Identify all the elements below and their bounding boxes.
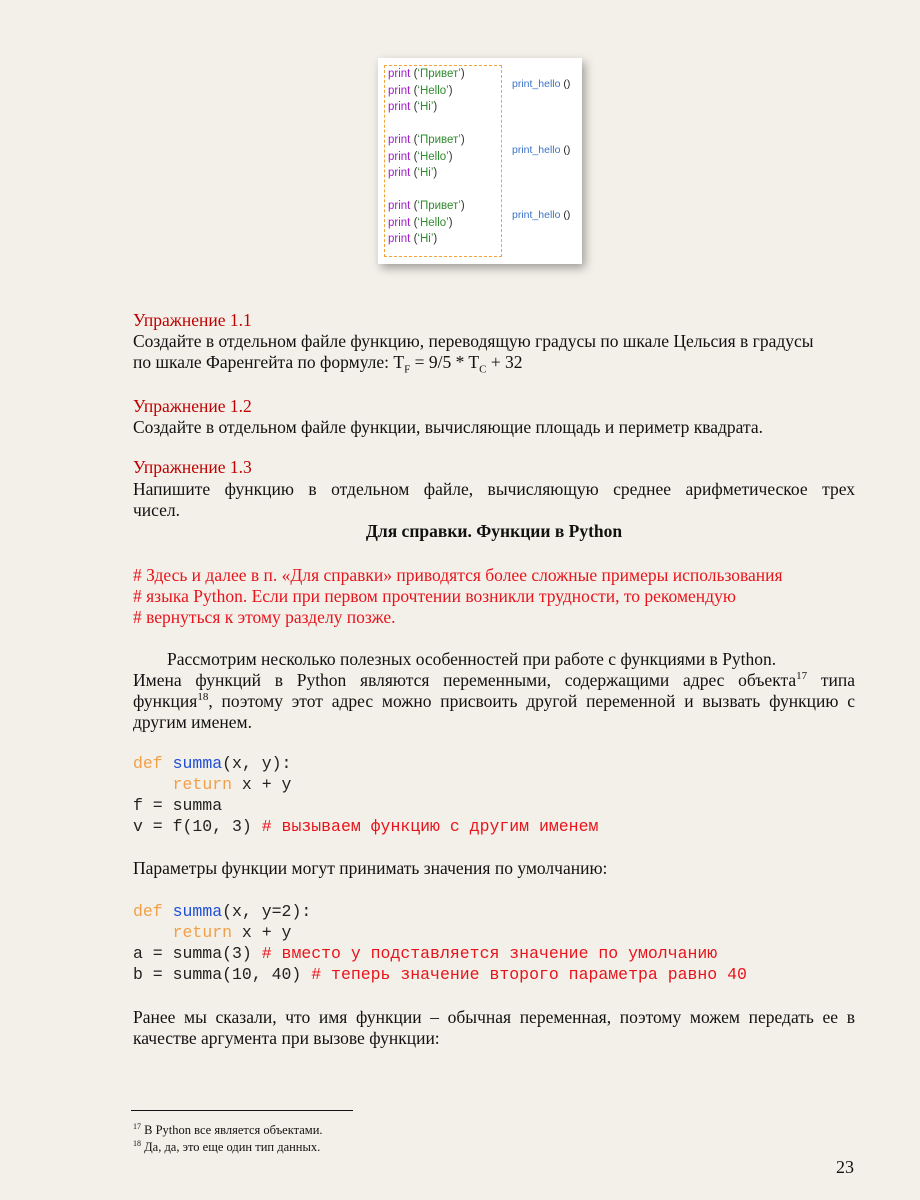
exercise-1-1-title: Упражнение 1.1	[133, 310, 252, 330]
figure-code-block-3: print (‘Привет’) print (‘Hello’) print (‘Hi’)	[388, 200, 465, 245]
exercise-1-2-title: Упражнение 1.2	[133, 396, 252, 416]
exercise-1-3-title: Упражнение 1.3	[133, 457, 252, 477]
footnote-divider	[131, 1110, 353, 1111]
exercise-1-2-text: Создайте в отдельном файле функции, вычисляющие площадь и периметр квадрата.	[133, 417, 763, 437]
code-block-alias: def summa(x, y): return x + y f = summa v = f(10, 3) # вызываем функцию с другим именем	[133, 754, 599, 836]
figure-call-3: print_hello ()	[512, 209, 571, 221]
figure-code-block-2: print (‘Привет’) print (‘Hello’) print (‘Hi’)	[388, 134, 465, 179]
code-figure	[378, 58, 582, 264]
paragraph-default-params: Параметры функции могут принимать значения по умолчанию:	[133, 858, 608, 878]
footnote-17: $^{17}$ В Python все является объектами.	[133, 1121, 323, 1137]
footnote-18: $^{18}$ Да, да, это еще один тип данных.	[133, 1138, 321, 1154]
section-title: Для справки. Функции в Python	[365, 521, 623, 541]
figure-call-1: print_hello ()	[512, 78, 571, 90]
figure-call-2: print_hello ()	[512, 144, 571, 156]
reference-comment: # Здесь и далее в п. «Для справки» приводятся более сложные примеры использования # языка Python. Если при первом прочтении возникли трудности, то рекомендую # вернуться к этому разделу позже.	[133, 565, 783, 627]
page-number: 23	[836, 1157, 854, 1177]
figure-code-block-1: print (‘Привет’) print (‘Hello’) print (‘Hi’)	[388, 68, 465, 113]
code-block-defaults: def summa(x, y=2): return x + y a = summa(3) # вместо y подставляется значение по умолчанию b = summa(10, 40) # теперь значение второго параметра равно 40	[133, 902, 747, 984]
exercise-1-1-text: Создайте в отдельном файле функцию, переводящую градусы по шкале Цельсия в градусы по шкале Фаренгейта по формуле: $T_F = 9/5 * T_C + 32$	[133, 331, 814, 376]
paragraph-function-as-argument: Ранее мы сказали, что имя функции – обычная переменная, поэтому можем передать ее в качестве аргумента при вызове функции:	[133, 1007, 855, 1048]
exercise-1-3-text: Напишите функцию в отдельном файле, вычисляющую среднее арифметическое трех чисел.	[133, 479, 855, 520]
paragraph-functions-intro: Рассмотрим несколько полезных особенностей при работе с функциями в Python. Имена функций в Python являются переменными, содержащими адрес объекта$^{17}$ типа функция$^{18}$, поэтому этот адрес можно присвоить другой переменной и вызвать функцию с другим именем.	[133, 649, 855, 732]
